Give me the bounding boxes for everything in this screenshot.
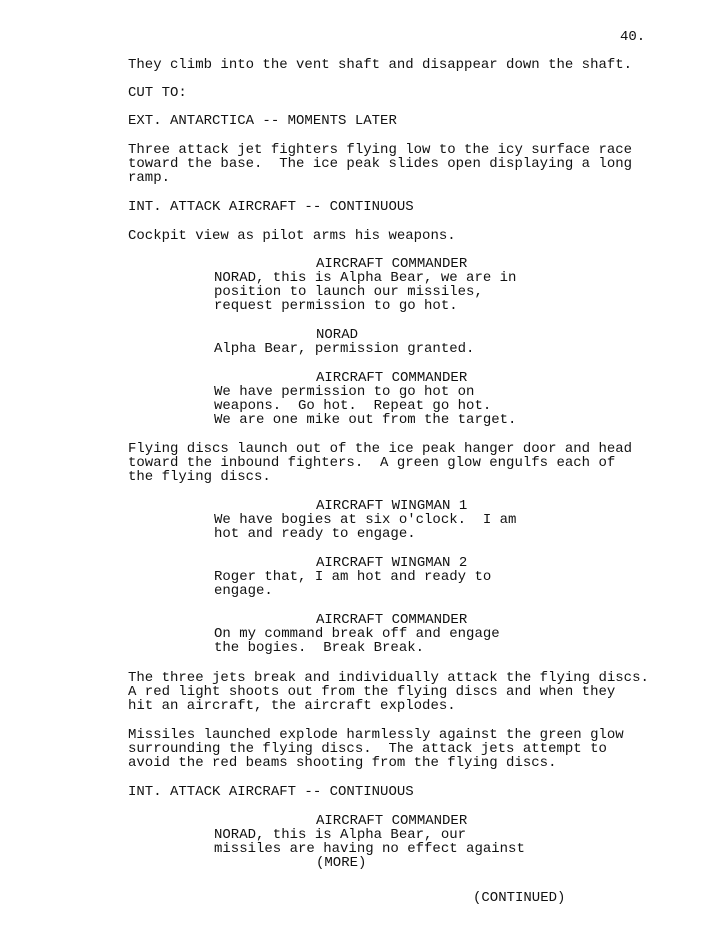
action-line: avoid the red beams shooting from the flying discs.: [128, 755, 557, 771]
action-line: Flying discs launch out of the ice peak hanger door and head: [128, 441, 633, 457]
page-number: 40.: [620, 29, 646, 45]
character-name: NORAD: [316, 327, 359, 343]
dialogue-line: weapons. Go hot. Repeat go hot.: [214, 398, 492, 414]
action-line: Missiles launched explode harmlessly against the green glow: [128, 727, 624, 743]
action-line: hit an aircraft, the aircraft explodes.: [128, 698, 456, 714]
dialogue-line: Alpha Bear, permission granted.: [214, 341, 475, 357]
dialogue-line: position to launch our missiles,: [214, 284, 483, 300]
character-name: AIRCRAFT WINGMAN 2: [316, 555, 468, 571]
action-line: the flying discs.: [128, 469, 271, 485]
dialogue-line: Roger that, I am hot and ready to: [214, 569, 492, 585]
scene-heading: INT. ATTACK AIRCRAFT -- CONTINUOUS: [128, 784, 414, 800]
character-name: AIRCRAFT WINGMAN 1: [316, 498, 468, 514]
more-marker: (MORE): [316, 855, 367, 871]
transition: CUT TO:: [128, 85, 187, 101]
action-line: Cockpit view as pilot arms his weapons.: [128, 228, 456, 244]
character-name: AIRCRAFT COMMANDER: [316, 813, 468, 829]
action-line: toward the base. The ice peak slides open displaying a long: [128, 156, 633, 172]
character-name: AIRCRAFT COMMANDER: [316, 370, 468, 386]
action-line: Three attack jet fighters flying low to the icy surface race: [128, 142, 633, 158]
dialogue-line: engage.: [214, 583, 273, 599]
continued-marker: (CONTINUED): [473, 890, 566, 906]
action-line: ramp.: [128, 170, 171, 186]
dialogue-line: We have permission to go hot on: [214, 384, 475, 400]
dialogue-line: hot and ready to engage.: [214, 526, 416, 542]
action-line: A red light shoots out from the flying discs and when they: [128, 684, 616, 700]
action-line: They climb into the vent shaft and disappear down the shaft.: [128, 57, 633, 73]
dialogue-line: On my command break off and engage: [214, 626, 500, 642]
action-line: surrounding the flying discs. The attack jets attempt to: [128, 741, 607, 757]
dialogue-line: request permission to go hot.: [214, 298, 458, 314]
scene-heading: INT. ATTACK AIRCRAFT -- CONTINUOUS: [128, 199, 414, 215]
dialogue-line: missiles are having no effect against: [214, 841, 525, 857]
character-name: AIRCRAFT COMMANDER: [316, 612, 468, 628]
scene-heading: EXT. ANTARCTICA -- MOMENTS LATER: [128, 113, 397, 129]
action-line: toward the inbound fighters. A green glow engulfs each of: [128, 455, 616, 471]
dialogue-line: the bogies. Break Break.: [214, 640, 425, 656]
character-name: AIRCRAFT COMMANDER: [316, 256, 468, 272]
dialogue-line: We have bogies at six o'clock. I am: [214, 512, 517, 528]
action-line: The three jets break and individually attack the flying discs.: [128, 670, 649, 686]
dialogue-line: NORAD, this is Alpha Bear, we are in: [214, 270, 517, 286]
dialogue-line: NORAD, this is Alpha Bear, our: [214, 827, 467, 843]
dialogue-line: We are one mike out from the target.: [214, 412, 517, 428]
